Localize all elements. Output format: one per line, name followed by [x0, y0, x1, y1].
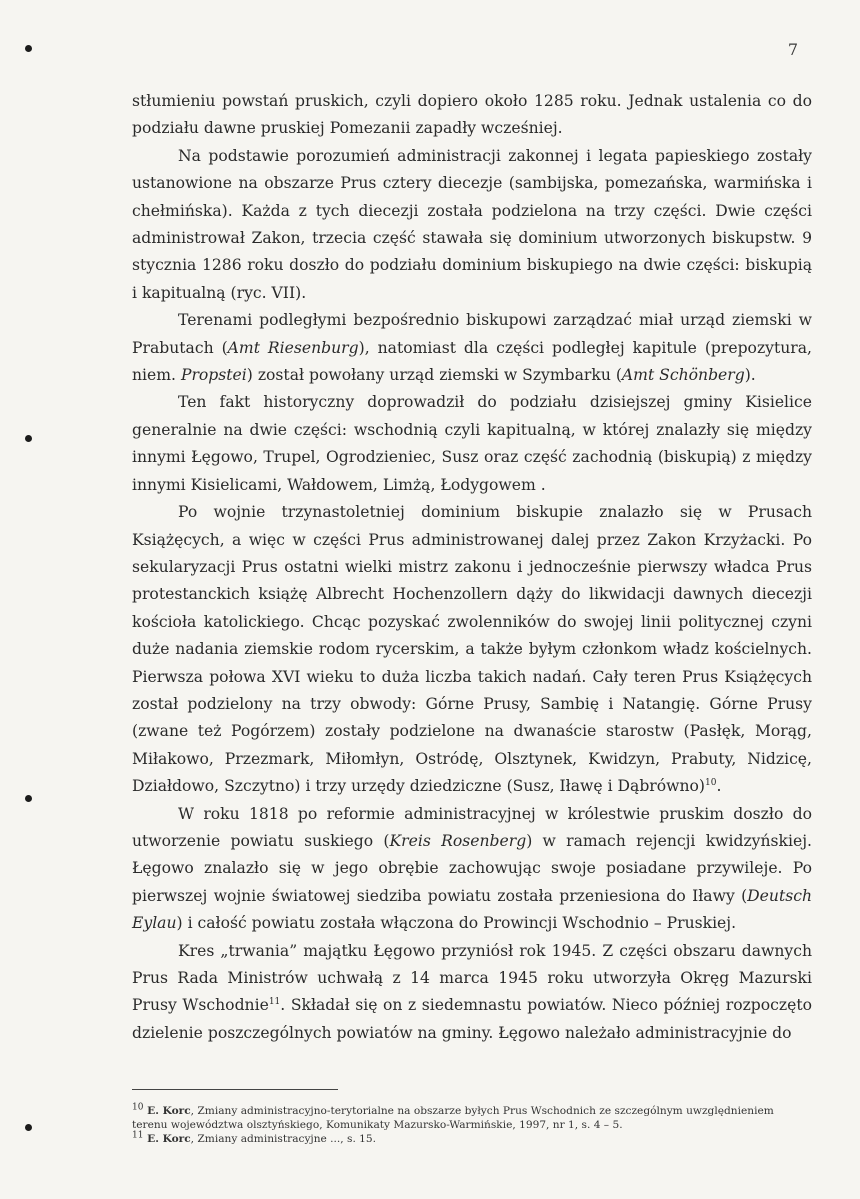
binder-hole-mark: [25, 435, 32, 442]
paragraph: Ten fakt historyczny doprowadził do podziału dzisiejszej gminy Kisielice generalnie na dwie części: wschodnią czyli kapitualną, w której znalazły się między innymi Łęgowo, Trupel, Ogrodzieniec, Susz oraz część zachodnią (biskupią) z między innymi Kisielicami, Wałdowem, Limżą, Łodygowem .: [132, 393, 812, 494]
footnotes: [132, 1104, 812, 1146]
binder-hole-mark: [25, 1124, 32, 1131]
page-number: 7: [787, 40, 798, 59]
binder-hole-mark: [25, 45, 32, 52]
footnote-text: , Zmiany administracyjne ..., s. 15.: [190, 1133, 377, 1145]
paragraph: Po wojnie trzynastoletniej dominium biskupie znalazło się w Prusach Książęcych, a więc w części Prus administrowanej dalej przez Zakon Krzyżacki. Po sekularyzacji Prus ostatni wielki mistrz zakonu i jednocześnie pierwszy władca Prus protestanckich książę Albrecht Hochenzollern dąży do likwidacji dawnych diecezji kościoła katolickiego. Chcąc pozyskać zwolenników do swojej linii politycznej czyni duże nadania ziemskie rodom rycerskim, a także byłym członkom władz kościelnych. Pierwsza połowa XVI wieku to duża liczba takich nadań. Cały teren Prus Książęcych został podzielony na trzy obwody: Górne Prusy, Sambię i Natangię. Górne Prusy (zwane też Pogórzem) zostały podzielone na dwanaście starostw (Pasłęk, Morąg, Miłakowo, Przezmark, Miłomłyn, Ostródę, Olsztynek, Kwidzyn, Prabuty, Nidzicę, Działdowo, Szczytno) i trzy urzędy dziedziczne (Susz, Iławę i Dąbrówno)$^{10}$.: [132, 503, 812, 796]
main-text: [132, 88, 812, 1047]
paragraph: stłumieniu powstań pruskich, czyli dopiero około 1285 roku. Jednak ustalenia co do podziału dawne pruskiej Pomezanii zapadły wcześniej.: [132, 92, 812, 138]
footnote-text: , Zmiany administracyjno-terytorialne na obszarze byłych Prus Wschodnich ze szczególnym uwzględnieniem terenu województwa olsztyńskiego, Komunikaty Mazursko-Warmińskie, 1997, nr 1, s. 4 – 5.: [132, 1105, 774, 1131]
footnote: [132, 1132, 812, 1146]
paragraph: Kres „trwania” majątku Łęgowo przyniósł rok 1945. Z części obszaru dawnych Prus Rada Ministrów uchwałą z 14 marca 1945 roku utworzyła Okręg Mazurski Prusy Wschodnie$^{11}$. Składał się on z siedemnastu powiatów. Nieco później rozpoczęto dzielenie poszczególnych powiatów na gminy. Łęgowo należało administracyjnie do: [132, 941, 813, 1042]
footnote-author: E. Korc: [143, 1105, 191, 1117]
footnote-number: 10: [132, 1102, 144, 1113]
footnote-number: 11: [132, 1130, 144, 1141]
footnote-author: E. Korc: [143, 1133, 191, 1145]
paragraph: W roku 1818 po reformie administracyjnej w królestwie pruskim doszło do utworzenie powiatu suskiego (Kreis Rosenberg) w ramach rejencji kwidzyńskiej. Łęgowo znalazło się w jego obrębie zachowując swoje posiadane przywileje. Po pierwszej wojnie światowej siedziba powiatu została przeniesiona do Iławy (Deutsch Eylau) i całość powiatu została włączona do Prowincji Wschodnio – Pruskiej.: [132, 804, 812, 933]
paragraph: Na podstawie porozumień administracji zakonnej i legata papieskiego zostały ustanowione na obszarze Prus cztery diecezje (sambijska, pomezańska, warmińska i chełmińska). Każda z tych diecezji została podzielona na trzy części. Dwie części administrował Zakon, trzecia część stawała się dominium utworzonych biskupstw. 9 stycznia 1286 roku doszło do podziału dominium biskupiego na dwie części: biskupią i kapitualną (ryc. VII).: [132, 146, 812, 302]
paragraph: Terenami podległymi bezpośrednio biskupowi zarządzać miał urząd ziemski w Prabutach (Amt Riesenburg), natomiast dla części podległej kapitule (prepozytura, niem. Propstei) został powołany urząd ziemski w Szymbarku (Amt Schönberg).: [132, 311, 812, 385]
binder-hole-mark: [25, 795, 32, 802]
footnote-separator: [132, 1089, 338, 1090]
footnote: [132, 1104, 812, 1132]
